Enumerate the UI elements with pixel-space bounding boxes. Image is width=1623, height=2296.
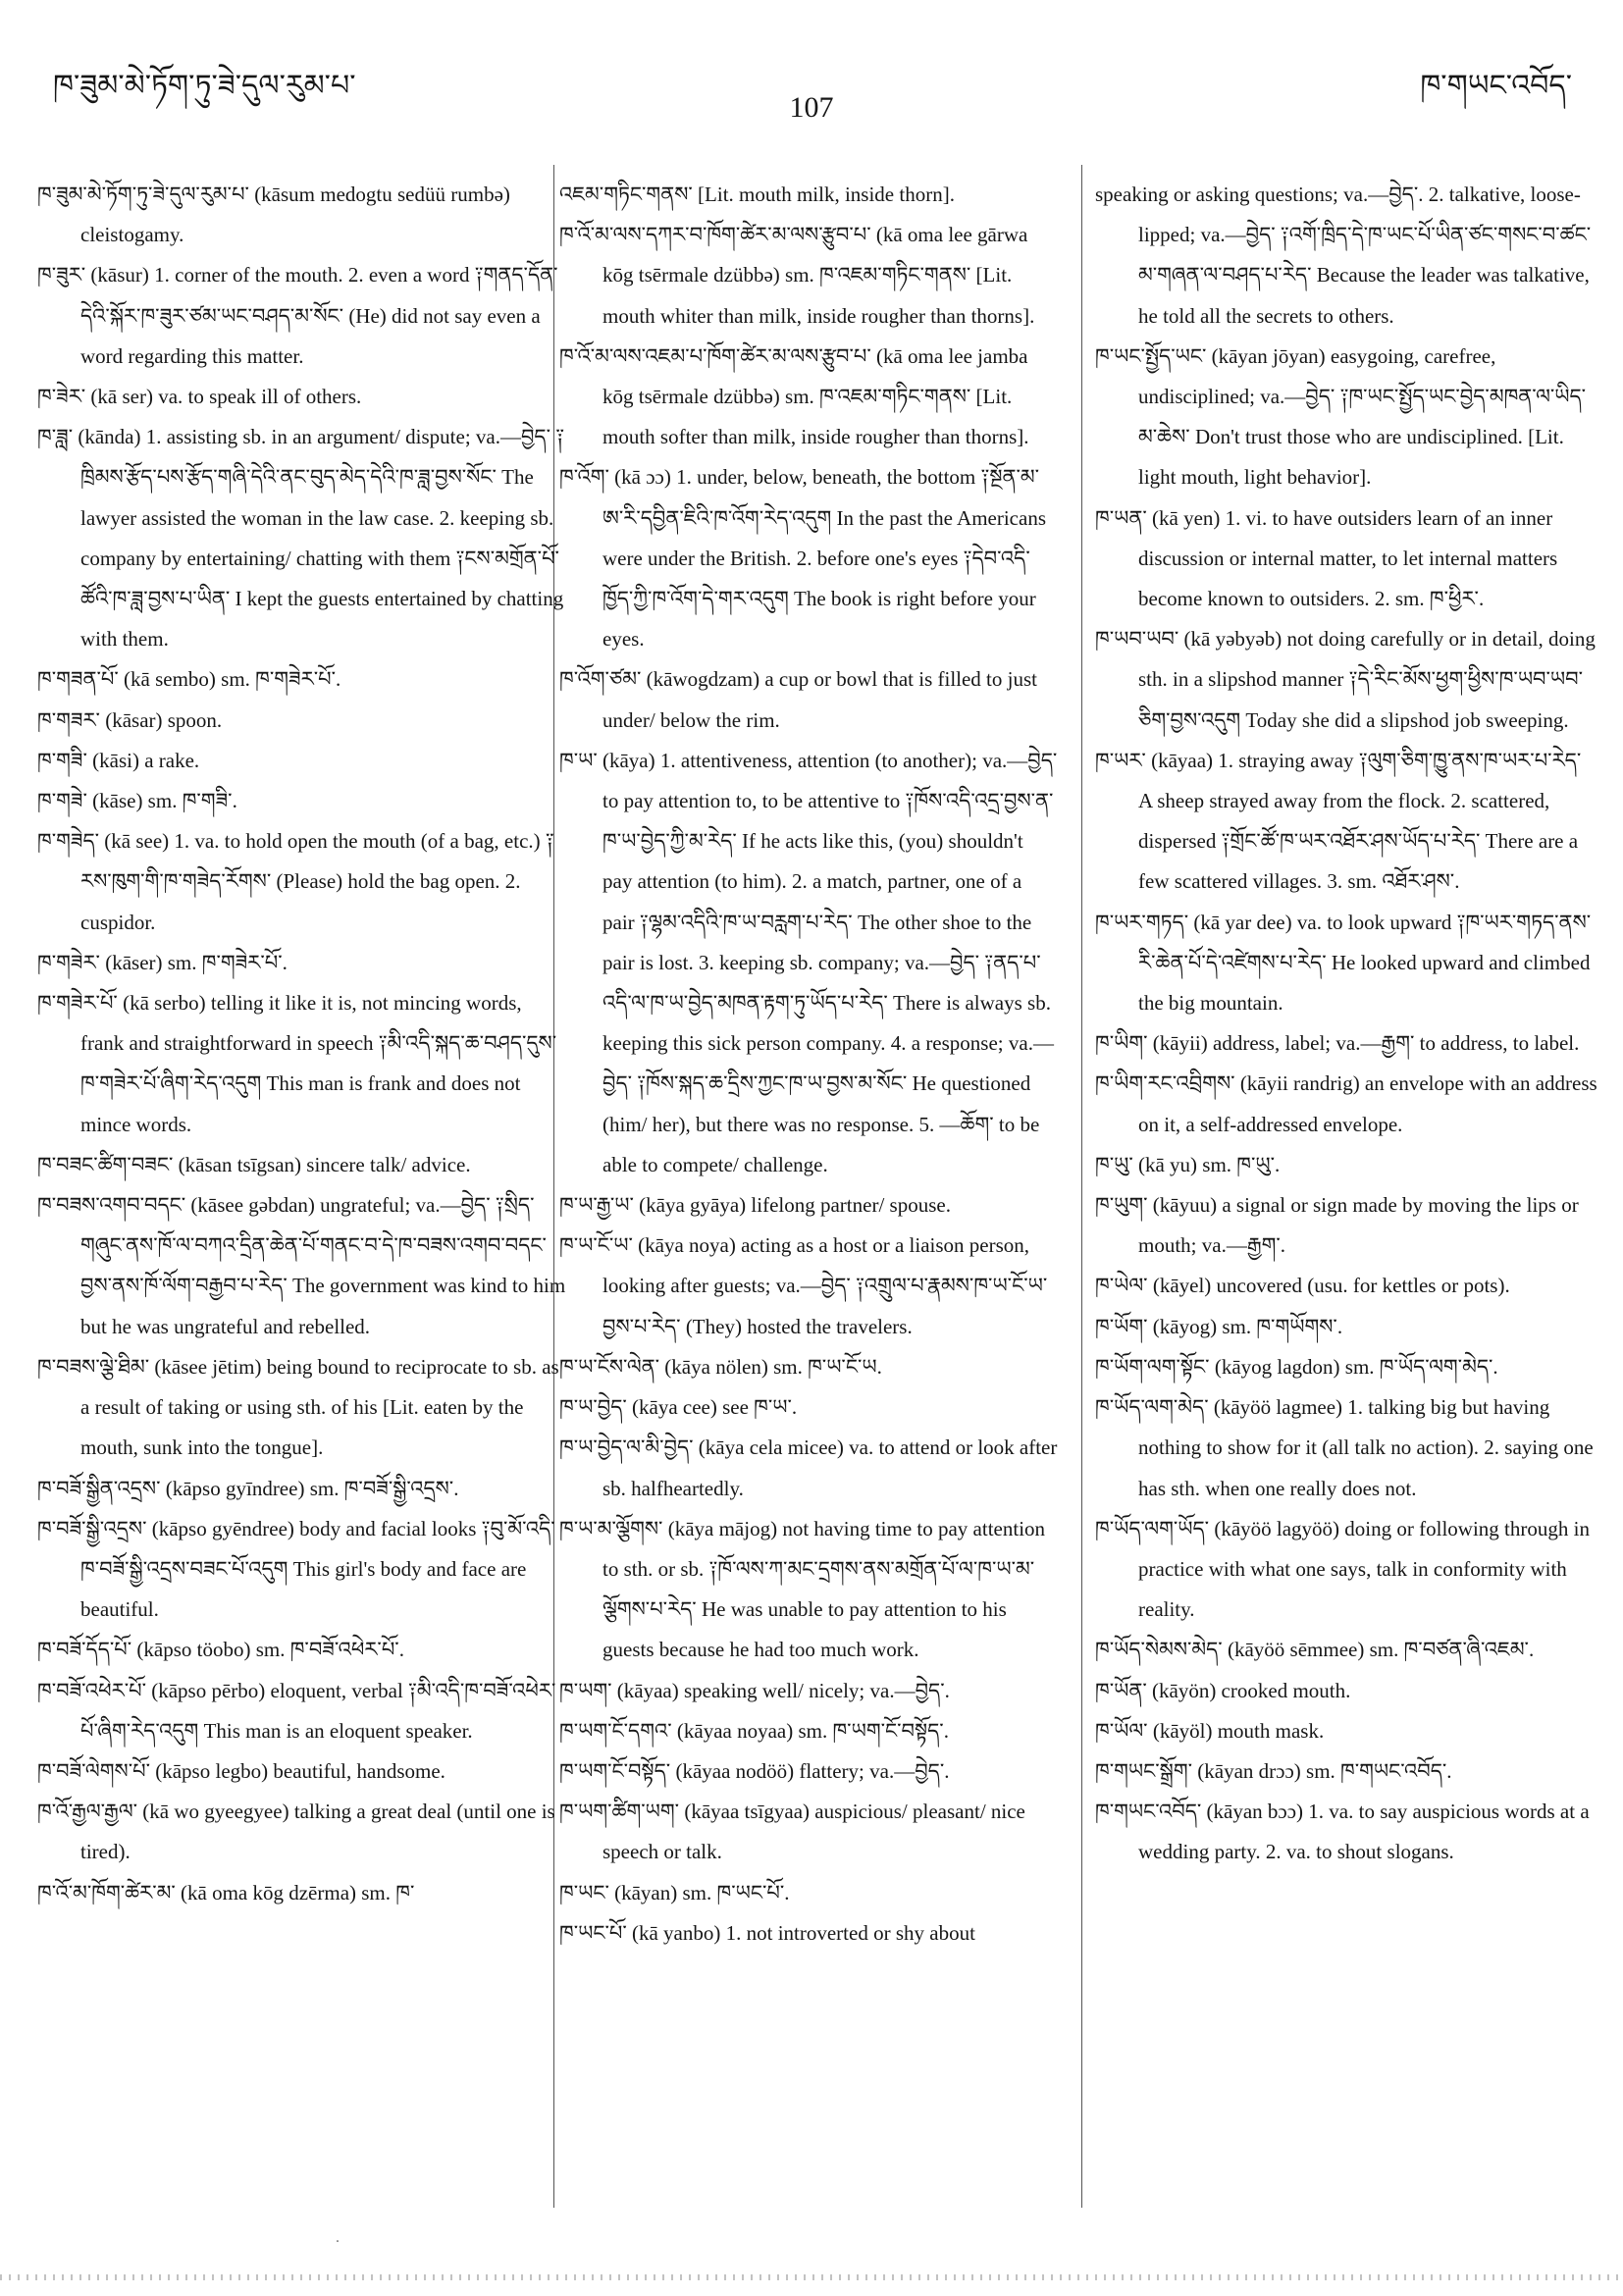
dictionary-entry: speaking or asking questions; va.—བྱེད་. 2. talkative, loose-lipped; va.—བྱེད་ ༑འགོ་ཁྲིད་དེ་ཁ་ཡང་པོ་ཡིན་ཙང་གསང་བ་ཚང་མ་གཞན་ལ་བཤད་པ་རེད་ Because the leader was talkative, he told all the secrets to others. — [1095, 183, 1592, 328]
dictionary-entry: ཁ་བཟོ་དོད་པོ་ (kāpso töobo) sm. ཁ་བཟོ་འཕེར་པོ་. — [37, 1638, 404, 1662]
dictionary-entry: ཁ་གཟན་པོ་ (kā sembo) sm. ཁ་གཟེར་པོ་. — [37, 667, 341, 692]
dictionary-entry: ཁ་ཡོད་ལག་ཡོད་ (kāyöö lagyöö) doing or following through in practice with what one says, talk in conformity with reality. — [1095, 1516, 1590, 1622]
dictionary-entry: ཁ་འོ་མ་ལས་དཀར་བ་ཁོག་ཚེར་མ་ལས་རྩུབ་པ་ (kā oma lee gārwa kōg tsērmale dzübbə) sm. ཁ་འཇམ་གཏིང་གནས་ [Lit. mouth whiter than milk, inside rougher than thorns]. — [559, 223, 1035, 328]
dictionary-entry: ཁ་ཟུམ་མེ་ཏོག་ཏུ་ཟེ་དུལ་རུམ་པ་ (kāsum medogtu sedüü rumbə) cleistogamy. — [37, 183, 510, 247]
dictionary-entry: ཁ་བཟོ་སྒྱི་འདྲས་ (kāpso gyēndree) body and facial looks ༑བུ་མོ་འདི་ཁ་བཟོ་སྒྱི་འདྲས་བཟང་པོ་འདུག This girl's body and face are beautiful. — [37, 1516, 555, 1622]
header-left-guideword: ཁ་ཟུམ་མེ་ཏོག་ཏུ་ཟེ་དུལ་རུམ་པ་ — [53, 70, 356, 102]
dictionary-entry: ཁ་འོ་མ་ཁོག་ཚེར་མ་ (kā oma kōg dzērma) sm. ཁ་ — [37, 1880, 415, 1905]
dictionary-entry: ཁ་ཡིག་རང་འབྲིགས་ (kāyii randrig) an envelope with an address on it, a self-addressed envelope. — [1095, 1071, 1597, 1136]
dictionary-column-1 — [37, 175, 569, 1913]
dictionary-entry: ཁ་བཟོ་སྒྱིན་འདྲས་ (kāpso gyīndree) sm. ཁ་བཟོ་སྒྱི་འདྲས་. — [37, 1476, 459, 1500]
dictionary-entry: འཇམ་གཏིང་གནས་ [Lit. mouth milk, inside thorn]. — [559, 183, 955, 206]
dictionary-entry: ཁ་ཡག་ (kāyaa) speaking well/ nicely; va.—བྱེད་. — [559, 1678, 950, 1702]
dictionary-entry: ཁ་གཡང་སྒྲོག་ (kāyan drɔɔ) sm. ཁ་གཡང་འབོད་. — [1095, 1758, 1452, 1783]
dictionary-entry: ཁ་ཡར་ (kāyaa) 1. straying away ༑ལུག་ཅིག་ཁྱུ་ནས་ཁ་ཡར་པ་རེད་ A sheep strayed away from the flock. 2. scattered, dispersed ༑གྲོང་ཚོ་ཁ་ཡར་འཐོར་ཤས་ཡོད་པ་རེད་ There are a few scattered villages. 3. sm. འཐོར་ཤས་. — [1095, 748, 1582, 894]
dictionary-entry: ཁ་ཡང་ (kāyan) sm. ཁ་ཡང་པོ་. — [559, 1880, 790, 1905]
dictionary-entry: ཁ་ཡག་ཚིག་ཡག་ (kāyaa tsīgyaa) auspicious/ pleasant/ nice speech or talk. — [559, 1800, 1025, 1864]
dictionary-entry: ཁ་ཡིག་ (kāyii) address, label; va.—རྒྱག་ to address, to label. — [1095, 1031, 1580, 1056]
dictionary-entry: ཁ་བཟས་འགབ་བདང་ (kāsee gəbdan) ungrateful; va.—བྱེད་ ༑སྲིད་གཞུང་ནས་ཁོ་ལ་བཀའ་དྲིན་ཆེན་པོ་གནང་བ་དེ་ཁ་བཟས་འགབ་བདང་བྱས་ནས་ཁོ་ལོག་བརྒྱབ་པ་རེད་ The government was kind to him but he was ungrateful and rebelled. — [37, 1193, 566, 1338]
dictionary-entry: ཁ་ཟླ་ (kānda) 1. assisting sb. in an argument/ dispute; va.—བྱེད་ ༑ཁྲིམས་རྩོད་པས་རྩོད་གཞི་དེའི་ནང་བུད་མེད་དེའི་ཁ་ཟླ་བྱས་སོང་ The lawyer assisted the woman in the law case. 2. keeping sb. company by entertaining/ chatting with them ༑ངས་མགྲོན་པོ་ཚོའི་ཁ་ཟླ་བྱས་པ་ཡིན་ I kept the guests entertained by chatting with them. — [37, 425, 565, 652]
dictionary-entry: ཁ་བཟང་ཚིག་བཟང་ (kāsan tsīgsan) sincere talk/ advice. — [37, 1152, 471, 1176]
dictionary-entry: ཁ་ཟེར་ (kā ser) va. to speak ill of others. — [37, 385, 362, 409]
dictionary-entry: ཁ་ཡབ་ཡབ་ (kā yəbyəb) not doing carefully or in detail, doing sth. in a slipshod manner ༑དེ་རིང་མོས་ཕྱག་ཕྱིས་ཁ་ཡབ་ཡབ་ཅིག་བྱས་འདུག Today she did a slipshod job sweeping. — [1095, 627, 1596, 732]
dictionary-entry: ཁ་ཡོད་ལག་མེད་ (kāyöö lagmee) 1. talking big but having nothing to show for it (all talk no action). 2. saying one has sth. when one really does not. — [1095, 1395, 1594, 1500]
dictionary-entry: ཁ་ཡང་པོ་ (kā yanbo) 1. not introverted or shy about — [559, 1920, 975, 1945]
dictionary-entry: ཁ་བཟས་ལྕེ་ཐིམ་ (kāsee jētim) being bound to reciprocate to sb. as a result of taking or using sth. of his [Lit. eaten by the mouth, sunk into the tongue]. — [37, 1354, 559, 1460]
dictionary-entry: ཁ་ཡོག་ལག་སྟོང་ (kāyog lagdon) sm. ཁ་ཡོད་ལག་མེད་. — [1095, 1354, 1498, 1379]
page-number: 107 — [789, 91, 834, 124]
dictionary-column-2 — [559, 175, 1058, 1954]
dictionary-entry: ཁ་ཡེལ་ (kāyel) uncovered (usu. for kettles or pots). — [1095, 1274, 1510, 1298]
dictionary-entry: ཁ་གཟེ་ (kāse) sm. ཁ་གཟི་. — [37, 789, 237, 813]
dictionary-entry: ཁ་ཡག་ངོ་དགའ་ (kāyaa noyaa) sm. ཁ་ཡག་ངོ་བསྟོད་. — [559, 1718, 949, 1743]
scan-edge-dots — [0, 2274, 1623, 2280]
dictionary-entry: ཁ་ཡོལ་ (kāyöl) mouth mask. — [1095, 1718, 1325, 1743]
dictionary-entry: ཁ་འོ་མ་ལས་འཇམ་པ་ཁོག་ཚེར་མ་ལས་རྩུབ་པ་ (kā oma lee jamba kōg tsērmale dzübbə) sm. ཁ་འཇམ་གཏིང་གནས་ [Lit. mouth softer than milk, inside rougher than thorns]. — [559, 343, 1029, 449]
dictionary-entry: ཁ་ཟུར་ (kāsur) 1. corner of the mouth. 2. even a word ༑གནད་དོན་དེའི་སྐོར་ཁ་ཟུར་ཙམ་ཡང་བཤད་མ་སོང་ (He) did not say even a word regarding this matter. — [37, 263, 558, 368]
dictionary-entry: ཁ་ཡ་ངོས་ལེན་ (kāya nölen) sm. ཁ་ཡ་ངོ་ཡ. — [559, 1354, 882, 1379]
dictionary-entry: ཁ་ཡུག་ (kāyuu) a signal or sign made by moving the lips or mouth; va.—རྒྱག་. — [1095, 1193, 1579, 1258]
dictionary-entry: ཁ་གཟེར་པོ་ (kā serbo) telling it like it is, not mincing words, frank and straightforward in speech ༑མི་འདི་སྐད་ཆ་བཤད་དུས་ཁ་གཟེར་པོ་ཞིག་རེད་འདུག This man is frank and does not mince words. — [37, 991, 557, 1136]
dictionary-entry: ཁ་འོག་ (kā ɔɔ) 1. under, below, beneath, the bottom ༑སྔོན་མ་ཨ་རི་དབྱིན་ཇིའི་ཁ་འོག་རེད་འདུག In the past the Americans were under the British. 2. before one's eyes ༑དེབ་འདི་ཁྱོད་ཀྱི་ཁ་འོག་དེ་གར་འདུག The book is right before your eyes. — [559, 465, 1046, 652]
dictionary-entry: ཁ་ཡག་ངོ་བསྟོད་ (kāyaa nodöö) flattery; va.—བྱེད་. — [559, 1758, 950, 1783]
dictionary-entry: ཁ་ཡར་གཏད་ (kā yar dee) va. to look upward ༑ཁ་ཡར་གཏད་ནས་རི་ཆེན་པོ་དེ་འཛེགས་པ་རེད་ He looked upward and climbed the big mountain. — [1095, 910, 1592, 1016]
dictionary-entry: ཁ་གཡང་འབོད་ (kāyan bɔɔ) 1. va. to say auspicious words at a wedding party. 2. va. to shout slogans. — [1095, 1800, 1590, 1864]
dictionary-entry: ཁ་བཟོ་ལེགས་པོ་ (kāpso legbo) beautiful, handsome. — [37, 1758, 445, 1783]
dictionary-entry: ཁ་གཟར་ (kāsar) spoon. — [37, 707, 223, 732]
dictionary-entry: ཁ་ཡོན་ (kāyön) crooked mouth. — [1095, 1678, 1351, 1702]
dictionary-entry: ཁ་ཡུ་ (kā yu) sm. ཁ་ཡུ་. — [1095, 1152, 1281, 1176]
dictionary-entry: ཁ་འོག་ཙམ་ (kāwogdzam) a cup or bowl that is filled to just under/ below the rim. — [559, 667, 1037, 732]
dictionary-entry: ཁ་གཟེད་ (kā see) 1. va. to hold open the mouth (of a bag, etc.) ༑རས་ཁུག་གི་ཁ་གཟེད་རོགས་ (Please) hold the bag open. 2. cuspidor. — [37, 829, 554, 934]
dictionary-entry: ཁ་བཟོ་འཕེར་པོ་ (kāpso pērbo) eloquent, verbal ༑མི་འདི་ཁ་བཟོ་འཕེར་པོ་ཞིག་རེད་འདུག This man is an eloquent speaker. — [37, 1678, 556, 1743]
dictionary-entry: ཁ་ཡང་སྤྱོད་ཡང་ (kāyan jōyan) easygoing, carefree, undisciplined; va.—བྱེད་ ༑ཁ་ཡང་སྤྱོད་ཡང་བྱེད་མཁན་ལ་ཡིད་མ་ཆེས་ Don't trust those who are undisciplined. [Lit. light mouth, light behavior]. — [1095, 343, 1587, 490]
header-right-guideword: ཁ་གཡང་འབོད་ — [1420, 70, 1572, 102]
column-divider — [1081, 165, 1082, 2208]
dictionary-entry: ཁ་གཟེར་ (kāser) sm. ཁ་གཟེར་པོ་. — [37, 950, 288, 974]
dictionary-entry: ཁ་ཡ་བྱེད་ (kāya cee) see ཁ་ཡ་. — [559, 1395, 798, 1420]
dictionary-entry: ཁ་ཡ་རྒྱ་ཡ་ (kāya gyāya) lifelong partner/ spouse. — [559, 1193, 951, 1218]
dictionary-entry: ཁ་ཡ་མ་ལྕོགས་ (kāya mājog) not having time to pay attention to sth. or sb. ༑ཁོ་ལས་ཀ་མང་དྲགས་ནས་མགྲོན་པོ་ལ་ཁ་ཡ་མ་ལྕོགས་པ་རེད་ He was unable to pay attention to his guests because he had too much work. — [559, 1516, 1046, 1662]
dictionary-entry: ཁ་ཡོག་ (kāyog) sm. ཁ་གཡོགས་. — [1095, 1314, 1343, 1338]
dictionary-entry: ཁ་ཡོད་སེམས་མེད་ (kāyöö sēmmee) sm. ཁ་བཙན་ཞི་འཇམ་. — [1095, 1638, 1535, 1662]
dictionary-entry: ཁ་གཟི་ (kāsi) a rake. — [37, 748, 200, 772]
dictionary-entry: ཁ་ཡ་བྱེད་ལ་མི་བྱེད་ (kāya cela micee) va. to attend or look after sb. halfheartedly. — [559, 1435, 1058, 1500]
dictionary-entry: ཁ་ཡ་ (kāya) 1. attentiveness, attention (to another); va.—བྱེད་ to pay attention to, to be attentive to ༑ཁོས་འདི་འདྲ་བྱས་ན་ཁ་ཡ་བྱེད་ཀྱི་མ་རེད་ If he acts like this, (you) shouldn't pay attention (to him). 2. a match, partner, one of a pair ༑ལྷམ་འདིའི་ཁ་ཡ་བརླག་པ་རེད་ The other shoe to the pair is lost. 3. keeping sb. company; va.—བྱེད་ ༑ནད་པ་འདི་ལ་ཁ་ཡ་བྱེད་མཁན་རྟག་ཏུ་ཡོད་པ་རེད་ There is always sb. keeping this sick person company. 4. a response; va.—བྱེད་ ༑ཁོས་སྐད་ཆ་དྲིས་ཀྱང་ཁ་ཡ་བྱས་མ་སོང་ He questioned (him/ her), but there was no response. 5. —ཆོག་ to be able to compete/ challenge. — [559, 748, 1058, 1176]
dictionary-entry: ཁ་ཡན་ (kā yen) 1. vi. to have outsiders learn of an inner discussion or internal matter, to let internal matters become known to outsiders. 2. sm. ཁ་ཕྱིར་. — [1095, 505, 1558, 611]
dictionary-column-3 — [1095, 175, 1597, 1873]
dictionary-entry: ཁ་འོ་རྒྱལ་རྒྱལ་ (kā wo gyeegyee) talking a great deal (until one is tired). — [37, 1800, 555, 1864]
dictionary-entry: ཁ་ཡ་ངོ་ཡ་ (kāya noya) acting as a host or a liaison person, looking after guests; va.—བྱེད་ ༑འགྲུལ་པ་རྣམས་ཁ་ཡ་ངོ་ཡ་བྱས་པ་རེད་ (They) hosted the travelers. — [559, 1233, 1048, 1338]
page-mark: . — [336, 2229, 340, 2246]
